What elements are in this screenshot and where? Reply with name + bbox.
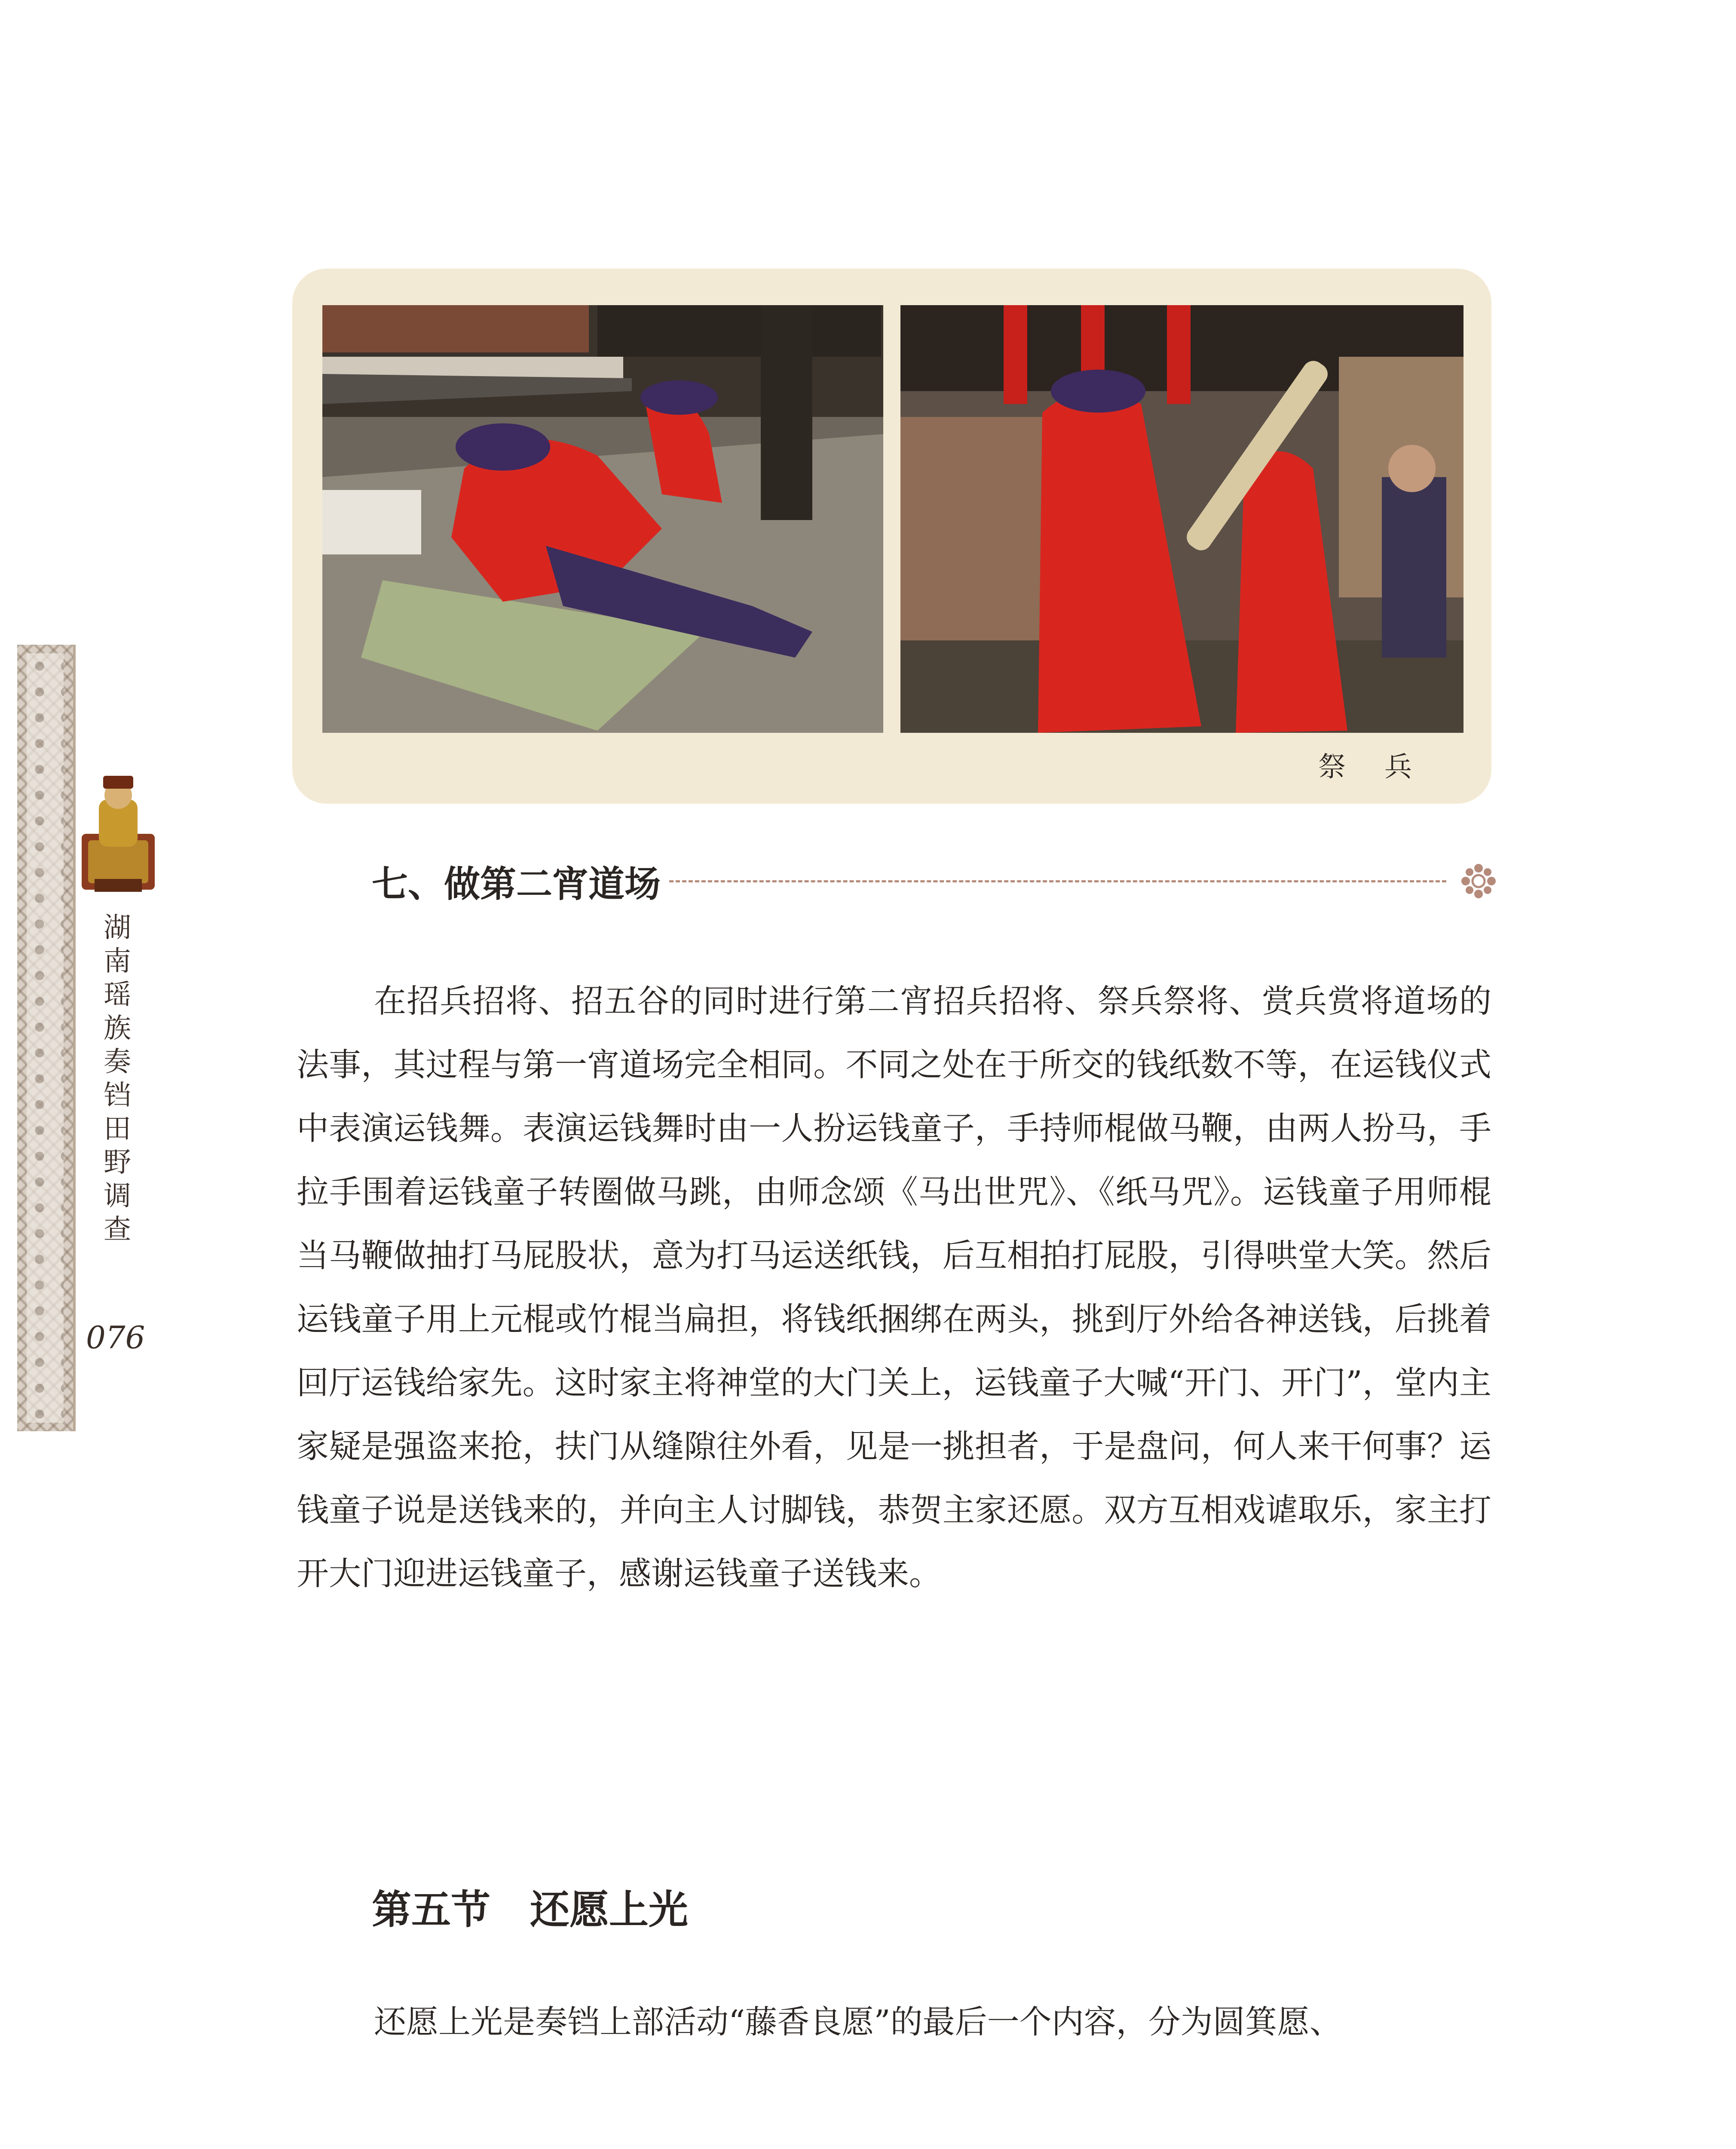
section-heading-text: 七、做第二宵道场: [372, 863, 661, 905]
ritual-photo-left-image: [322, 305, 883, 733]
page-number: 076: [86, 1319, 145, 1356]
deity-emblem-icon: [73, 769, 163, 898]
flower-ornament-icon: [1459, 862, 1498, 900]
chapter-heading: 第五节 还愿上光: [372, 1887, 689, 1933]
section-paragraph: 在招兵招将、招五谷的同时进行第二宵招兵招将、祭兵祭将、赏兵赏将道场的法事，其过程与第一宵道场完全相同。不同之处在于所交的钱纸数不等，在运钱仪式中表演运钱舞。表演运钱舞时由一人扮运钱童子，手持师棍做马鞭，由两人扮马，手拉手围着运钱童子转圈做马跳，由师念颂《马出世咒》、《纸马咒》。运钱童子用师棍当马鞭做抽打马屁股状，意为打马运送纸钱，后互相拍打屁股，引得哄堂大笑。然后运钱童子用上元棍或竹棍当扁担，将钱纸捆绑在两头，挑到厅外给各神送钱，后挑着回厅运钱给家先。这时家主将神堂的大门关上，运钱童子大喊“开门、开门”，堂内主家疑是强盗来抢，扶门从缝隙往外看，见是一挑担者，于是盘问，何人来干何事？运钱童子说是送钱来的，并向主人讨脚钱，恭贺主家还愿。双方互相戏谑取乐，家主打开大门迎进运钱童子，感谢运钱童子送钱来。: [297, 982, 1491, 1592]
photo-frame: [292, 269, 1491, 804]
chapter-paragraph: 还愿上光是奏铛上部活动“藤香良愿”的最后一个内容，分为圆箕愿、: [374, 2003, 1342, 2041]
photo-caption: 祭兵: [1318, 751, 1451, 783]
ritual-photo-left: [322, 305, 883, 733]
heading-dashed-rule: [669, 880, 1446, 882]
ritual-photo-right: [900, 305, 1464, 733]
book-title-vertical: 湖南瑶族奏铛田野调查: [104, 912, 131, 1246]
side-decorative-band: [17, 645, 76, 1431]
ritual-photo-right-image: [900, 305, 1464, 733]
section-heading: [372, 855, 1498, 907]
